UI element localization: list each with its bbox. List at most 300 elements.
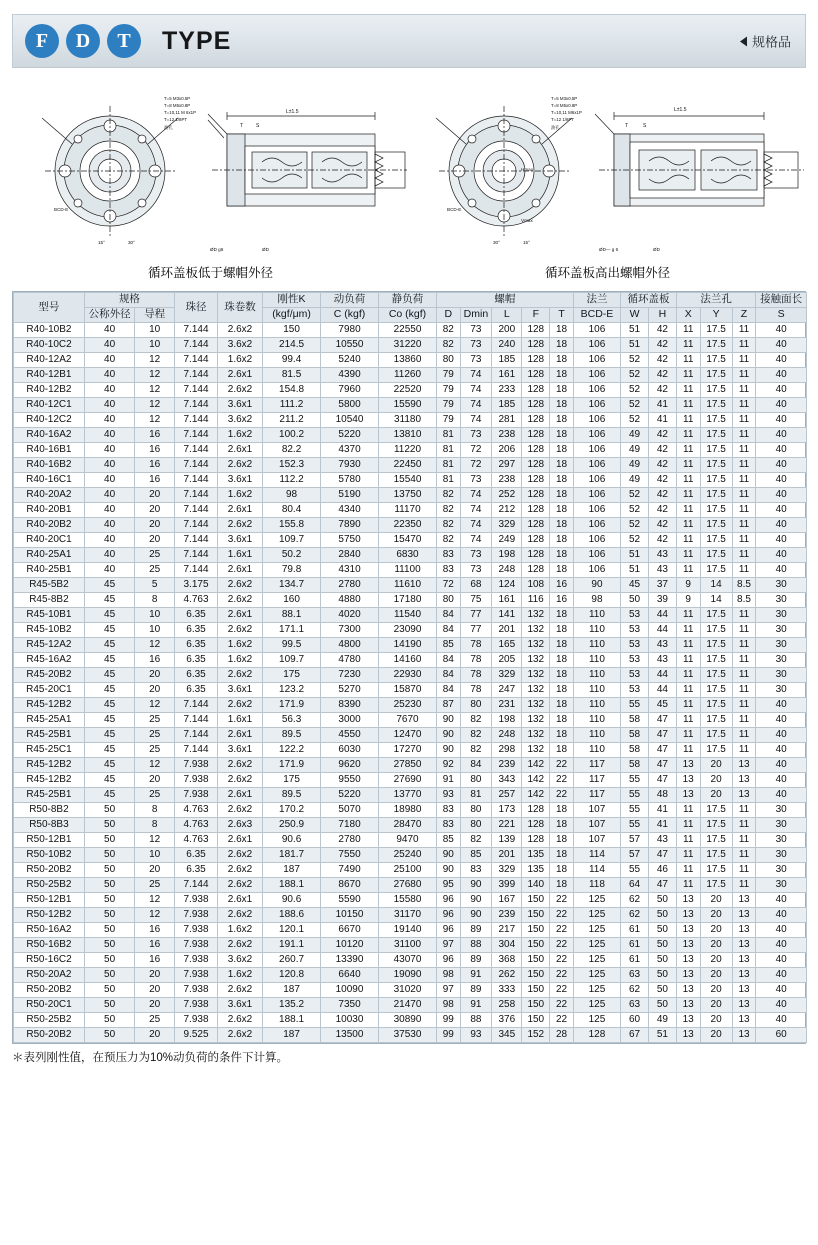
- cell-model: R45-10B1: [14, 608, 85, 623]
- table-cell: 2.6x3: [217, 818, 262, 833]
- table-cell: 2780: [321, 833, 379, 848]
- table-cell: 55: [621, 803, 649, 818]
- table-cell: 27680: [379, 878, 437, 893]
- table-cell: 110: [573, 698, 620, 713]
- table-cell: 7180: [321, 818, 379, 833]
- table-cell: 128: [522, 383, 550, 398]
- table-cell: 6.35: [175, 668, 218, 683]
- table-cell: 40: [756, 773, 807, 788]
- table-cell: 9: [676, 578, 700, 593]
- cell-model: R45-10B2: [14, 623, 85, 638]
- table-cell: 73: [460, 563, 492, 578]
- table-cell: 7.144: [175, 413, 218, 428]
- table-cell: 62: [621, 983, 649, 998]
- table-cell: 11: [732, 488, 756, 503]
- table-cell: 91: [436, 773, 460, 788]
- table-cell: 2.6x2: [217, 938, 262, 953]
- table-cell: 11: [732, 413, 756, 428]
- table-cell: 53: [621, 653, 649, 668]
- table-cell: 125: [573, 938, 620, 953]
- table-cell: 171.9: [263, 698, 321, 713]
- table-cell: 74: [460, 488, 492, 503]
- table-row: [14, 728, 807, 743]
- table-cell: 61: [621, 923, 649, 938]
- table-cell: 18: [550, 323, 574, 338]
- table-cell: 40: [756, 413, 807, 428]
- table-cell: 18: [550, 668, 574, 683]
- table-cell: 18: [550, 833, 574, 848]
- table-cell: 14190: [379, 638, 437, 653]
- table-cell: 12470: [379, 728, 437, 743]
- table-cell: 122.2: [263, 743, 321, 758]
- cell-model: R40-25B1: [14, 563, 85, 578]
- table-cell: 42: [648, 458, 676, 473]
- table-cell: 13: [676, 923, 700, 938]
- table-cell: 45: [84, 788, 134, 803]
- table-cell: 7670: [379, 713, 437, 728]
- table-cell: 51: [621, 548, 649, 563]
- table-cell: 15470: [379, 533, 437, 548]
- table-cell: 30: [756, 638, 807, 653]
- table-cell: 45: [84, 758, 134, 773]
- table-cell: 50: [84, 938, 134, 953]
- table-cell: 11: [732, 728, 756, 743]
- cell-model: R45-12B2: [14, 773, 85, 788]
- table-cell: 13: [676, 1028, 700, 1043]
- table-cell: 7.144: [175, 563, 218, 578]
- table-cell: 80: [460, 773, 492, 788]
- table-cell: 18: [550, 818, 574, 833]
- table-cell: 31020: [379, 983, 437, 998]
- table-cell: 125: [573, 893, 620, 908]
- table-cell: 107: [573, 803, 620, 818]
- table-cell: 20: [700, 1013, 732, 1028]
- table-cell: 8.5: [732, 578, 756, 593]
- table-cell: 2.6x2: [217, 773, 262, 788]
- table-cell: 40: [756, 1013, 807, 1028]
- table-cell: 41: [648, 413, 676, 428]
- table-cell: 239: [492, 758, 522, 773]
- table-cell: 40: [756, 953, 807, 968]
- table-cell: 20: [700, 968, 732, 983]
- table-cell: 40: [756, 893, 807, 908]
- table-cell: 187: [263, 863, 321, 878]
- table-cell: 5070: [321, 803, 379, 818]
- table-cell: 128: [522, 548, 550, 563]
- table-cell: 18: [550, 443, 574, 458]
- table-cell: 125: [573, 953, 620, 968]
- table-row: [14, 833, 807, 848]
- table-cell: 50: [648, 953, 676, 968]
- page-title: TYPE: [162, 26, 232, 55]
- table-row: [14, 503, 807, 518]
- table-cell: 1.6x2: [217, 353, 262, 368]
- table-cell: 128: [522, 338, 550, 353]
- table-cell: 11: [676, 473, 700, 488]
- table-cell: 40: [756, 938, 807, 953]
- table-cell: 84: [436, 623, 460, 638]
- table-cell: 1.6x1: [217, 548, 262, 563]
- table-cell: 8: [135, 593, 175, 608]
- table-cell: 170.2: [263, 803, 321, 818]
- table-cell: 89.5: [263, 788, 321, 803]
- table-cell: 2.6x2: [217, 458, 262, 473]
- svg-text:30°: 30°: [128, 240, 135, 245]
- cell-model: R40-16A2: [14, 428, 85, 443]
- svg-text:T=8 M5x0.8P: T=8 M5x0.8P: [551, 103, 578, 108]
- table-row: [14, 1013, 807, 1028]
- cell-model: R40-12B1: [14, 368, 85, 383]
- table-cell: 39: [648, 593, 676, 608]
- table-cell: 4020: [321, 608, 379, 623]
- table-cell: 17.5: [700, 353, 732, 368]
- table-cell: 13: [732, 923, 756, 938]
- table-cell: 132: [522, 743, 550, 758]
- table-row: [14, 413, 807, 428]
- table-cell: 123.2: [263, 683, 321, 698]
- table-cell: 52: [621, 353, 649, 368]
- table-cell: 81: [436, 428, 460, 443]
- table-cell: 110: [573, 653, 620, 668]
- table-cell: 171.1: [263, 623, 321, 638]
- table-cell: 13750: [379, 488, 437, 503]
- table-cell: 31170: [379, 908, 437, 923]
- figure-row: [12, 76, 806, 261]
- table-cell: 53: [621, 608, 649, 623]
- table-cell: 60: [621, 1013, 649, 1028]
- table-cell: 106: [573, 398, 620, 413]
- table-cell: 78: [460, 668, 492, 683]
- table-cell: 50.2: [263, 548, 321, 563]
- table-cell: 2.6x1: [217, 608, 262, 623]
- table-cell: 11: [732, 638, 756, 653]
- table-cell: 16: [550, 578, 574, 593]
- table-cell: 2.6x2: [217, 698, 262, 713]
- table-cell: 45: [84, 638, 134, 653]
- table-cell: 50: [84, 818, 134, 833]
- table-cell: 17.5: [700, 803, 732, 818]
- table-cell: 128: [522, 503, 550, 518]
- table-cell: 13500: [321, 1028, 379, 1043]
- table-cell: 15580: [379, 893, 437, 908]
- table-cell: 89: [460, 983, 492, 998]
- th-hole-z: Z: [732, 308, 756, 323]
- table-cell: 78: [460, 683, 492, 698]
- table-cell: 114: [573, 863, 620, 878]
- table-cell: 22350: [379, 518, 437, 533]
- table-cell: 7930: [321, 458, 379, 473]
- table-cell: 90: [436, 728, 460, 743]
- table-cell: 93: [460, 1028, 492, 1043]
- table-cell: 11: [676, 428, 700, 443]
- table-cell: 55: [621, 818, 649, 833]
- table-cell: 17.5: [700, 818, 732, 833]
- table-cell: 18: [550, 608, 574, 623]
- table-cell: 11: [676, 803, 700, 818]
- table-cell: 4.763: [175, 593, 218, 608]
- table-cell: 17.5: [700, 398, 732, 413]
- table-cell: 50: [84, 833, 134, 848]
- table-cell: 37530: [379, 1028, 437, 1043]
- table-cell: 80: [460, 698, 492, 713]
- table-cell: 50: [648, 968, 676, 983]
- table-cell: 18: [550, 878, 574, 893]
- table-cell: 200: [492, 323, 522, 338]
- table-cell: 10090: [321, 983, 379, 998]
- table-cell: 50: [84, 848, 134, 863]
- table-cell: 110: [573, 623, 620, 638]
- figure-captions: [12, 263, 806, 281]
- table-row: [14, 488, 807, 503]
- table-cell: 6640: [321, 968, 379, 983]
- cell-model: R45-5B2: [14, 578, 85, 593]
- table-row: [14, 323, 807, 338]
- table-row: [14, 428, 807, 443]
- table-cell: 11: [676, 848, 700, 863]
- table-cell: 11: [676, 563, 700, 578]
- table-cell: 30: [756, 818, 807, 833]
- table-cell: 30: [756, 578, 807, 593]
- svg-text:T=8 M5x0.8P: T=8 M5x0.8P: [164, 103, 191, 108]
- table-cell: 55: [621, 788, 649, 803]
- table-row: [14, 938, 807, 953]
- table-cell: 40: [84, 428, 134, 443]
- table-cell: 74: [460, 518, 492, 533]
- table-cell: 214.5: [263, 338, 321, 353]
- cell-model: R40-16B2: [14, 458, 85, 473]
- table-cell: 11: [676, 548, 700, 563]
- table-cell: 40: [756, 923, 807, 938]
- figure-left-drawing: [12, 76, 409, 256]
- table-cell: 40: [756, 473, 807, 488]
- table-cell: 45: [84, 668, 134, 683]
- table-cell: 106: [573, 368, 620, 383]
- table-cell: 17.5: [700, 443, 732, 458]
- th-ball-dia: 珠径: [175, 293, 218, 323]
- table-cell: 152: [522, 1028, 550, 1043]
- table-cell: 17.5: [700, 548, 732, 563]
- table-cell: 42: [648, 323, 676, 338]
- table-cell: 7.144: [175, 503, 218, 518]
- cell-model: R40-16C1: [14, 473, 85, 488]
- table-cell: 106: [573, 563, 620, 578]
- th-rigidity-unit: (kgf/μm): [263, 308, 321, 323]
- table-cell: 11: [732, 863, 756, 878]
- table-cell: 88.1: [263, 608, 321, 623]
- th-static-load: 静负荷: [379, 293, 437, 308]
- table-cell: 51: [621, 563, 649, 578]
- figure-right: [409, 76, 806, 261]
- table-cell: 56.3: [263, 713, 321, 728]
- table-cell: 20: [135, 863, 175, 878]
- table-cell: 58: [621, 728, 649, 743]
- table-cell: 106: [573, 533, 620, 548]
- th-static-unit: Co (kgf): [379, 308, 437, 323]
- table-cell: 50: [84, 1013, 134, 1028]
- table-cell: 7.938: [175, 923, 218, 938]
- table-cell: 106: [573, 503, 620, 518]
- table-cell: 25: [135, 878, 175, 893]
- table-cell: 57: [621, 848, 649, 863]
- table-row: [14, 863, 807, 878]
- table-cell: 10030: [321, 1013, 379, 1028]
- table-cell: 17.5: [700, 698, 732, 713]
- svg-text:15°: 15°: [98, 240, 105, 245]
- table-cell: 13: [732, 788, 756, 803]
- table-cell: 40: [756, 713, 807, 728]
- table-cell: 30: [756, 683, 807, 698]
- svg-text:T: T: [240, 123, 244, 129]
- table-cell: 132: [522, 683, 550, 698]
- table-row: [14, 698, 807, 713]
- table-cell: 50: [648, 998, 676, 1013]
- svg-text:T=12 1/8PT: T=12 1/8PT: [551, 117, 575, 122]
- table-cell: 50: [84, 983, 134, 998]
- table-cell: 42: [648, 338, 676, 353]
- svg-text:油孔: 油孔: [551, 125, 560, 130]
- table-cell: 40: [756, 983, 807, 998]
- table-cell: 7.938: [175, 998, 218, 1013]
- table-cell: 50: [84, 878, 134, 893]
- table-cell: 1.6x2: [217, 653, 262, 668]
- figure-right-drawing: [409, 76, 806, 256]
- th-nut-d: D: [436, 308, 460, 323]
- table-cell: 4780: [321, 653, 379, 668]
- cell-model: R40-12B2: [14, 383, 85, 398]
- table-cell: 11: [676, 878, 700, 893]
- table-cell: 40: [756, 998, 807, 1013]
- cell-model: R45-8B2: [14, 593, 85, 608]
- table-cell: 399: [492, 878, 522, 893]
- table-cell: 62: [621, 908, 649, 923]
- table-cell: 9550: [321, 773, 379, 788]
- table-cell: 1.6x2: [217, 428, 262, 443]
- table-cell: 10: [135, 323, 175, 338]
- table-cell: 17.5: [700, 458, 732, 473]
- table-cell: 2.6x2: [217, 383, 262, 398]
- table-cell: 10550: [321, 338, 379, 353]
- table-cell: 125: [573, 968, 620, 983]
- table-cell: 250.9: [263, 818, 321, 833]
- table-cell: 343: [492, 773, 522, 788]
- table-cell: 16: [135, 953, 175, 968]
- table-cell: 188.6: [263, 908, 321, 923]
- table-cell: 188.1: [263, 878, 321, 893]
- table-cell: 46: [648, 863, 676, 878]
- table-cell: 298: [492, 743, 522, 758]
- th-nut: 螺帽: [436, 293, 573, 308]
- th-cover: 循环盖板: [621, 293, 677, 308]
- table-cell: 20: [135, 683, 175, 698]
- table-cell: 42: [648, 518, 676, 533]
- table-cell: 1.6x2: [217, 923, 262, 938]
- table-cell: 110: [573, 683, 620, 698]
- table-cell: 41: [648, 818, 676, 833]
- table-cell: 43070: [379, 953, 437, 968]
- table-cell: 106: [573, 353, 620, 368]
- table-cell: 17.5: [700, 713, 732, 728]
- svg-text:Hmax: Hmax: [521, 167, 533, 172]
- table-cell: 90: [436, 743, 460, 758]
- svg-text:30°: 30°: [493, 240, 500, 245]
- table-cell: 40: [84, 503, 134, 518]
- table-cell: 118: [573, 878, 620, 893]
- table-cell: 128: [573, 1028, 620, 1043]
- table-cell: 140: [522, 878, 550, 893]
- table-cell: 52: [621, 533, 649, 548]
- table-cell: 238: [492, 473, 522, 488]
- th-nut-l: L: [492, 308, 522, 323]
- table-cell: 28: [550, 1028, 574, 1043]
- table-cell: 82: [436, 323, 460, 338]
- header-right-label: [740, 32, 791, 51]
- table-cell: 40: [756, 518, 807, 533]
- table-cell: 40: [84, 338, 134, 353]
- table-cell: 40: [756, 908, 807, 923]
- table-cell: 297: [492, 458, 522, 473]
- table-cell: 2.6x2: [217, 323, 262, 338]
- table-cell: 96: [436, 893, 460, 908]
- table-cell: 171.9: [263, 758, 321, 773]
- table-cell: 61: [621, 953, 649, 968]
- table-cell: 11: [732, 548, 756, 563]
- cell-model: R50-8B3: [14, 818, 85, 833]
- table-cell: 128: [522, 323, 550, 338]
- table-cell: 198: [492, 713, 522, 728]
- table-cell: 20: [135, 503, 175, 518]
- table-cell: 22: [550, 893, 574, 908]
- table-cell: 16: [550, 593, 574, 608]
- table-cell: 11: [732, 458, 756, 473]
- table-cell: 3000: [321, 713, 379, 728]
- cell-model: R50-12B1: [14, 833, 85, 848]
- table-cell: 63: [621, 998, 649, 1013]
- table-cell: 43: [648, 548, 676, 563]
- table-cell: 20: [135, 968, 175, 983]
- table-cell: 128: [522, 398, 550, 413]
- table-cell: 84: [436, 608, 460, 623]
- table-cell: 17.5: [700, 518, 732, 533]
- table-cell: 4310: [321, 563, 379, 578]
- table-row: [14, 953, 807, 968]
- table-cell: 50: [84, 923, 134, 938]
- table-cell: 329: [492, 518, 522, 533]
- table-cell: 175: [263, 773, 321, 788]
- table-cell: 25: [135, 548, 175, 563]
- table-cell: 12: [135, 413, 175, 428]
- table-cell: 17.5: [700, 503, 732, 518]
- table-row: [14, 533, 807, 548]
- table-cell: 52: [621, 398, 649, 413]
- th-ball-turns: 珠卷数: [217, 293, 262, 323]
- table-cell: 11: [732, 653, 756, 668]
- table-cell: 74: [460, 383, 492, 398]
- table-cell: 150: [522, 938, 550, 953]
- table-row: [14, 743, 807, 758]
- table-cell: 13770: [379, 788, 437, 803]
- table-cell: 55: [621, 698, 649, 713]
- table-cell: 40: [84, 353, 134, 368]
- table-row: [14, 653, 807, 668]
- table-cell: 20: [135, 983, 175, 998]
- table-cell: 238: [492, 428, 522, 443]
- table-cell: 91: [460, 968, 492, 983]
- table-footnote: ＊表列刚性值，在预压力为10%动负荷的条件下计算。: [12, 1052, 289, 1064]
- table-cell: 42: [648, 383, 676, 398]
- table-cell: 3.6x2: [217, 338, 262, 353]
- table-cell: 43: [648, 833, 676, 848]
- table-cell: 84: [436, 668, 460, 683]
